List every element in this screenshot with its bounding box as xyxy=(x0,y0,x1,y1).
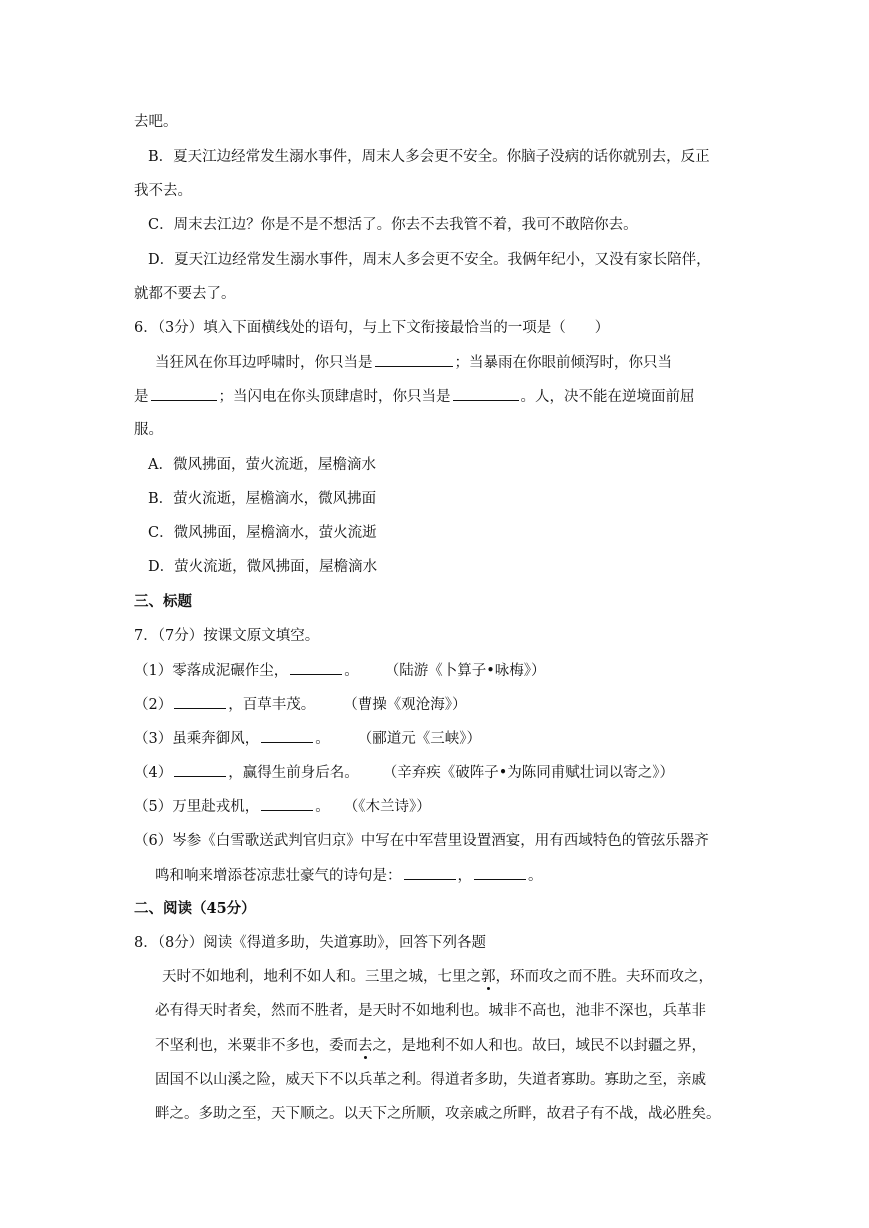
q7-text: ， xyxy=(457,868,472,884)
q7-item-6-line2 xyxy=(155,865,543,886)
q6-option-b: B．萤火流逝，屋檐滴水，微风拂面 xyxy=(148,491,377,507)
q7-text: （3）虽乘奔御风， xyxy=(134,731,260,747)
q7-source: （郦道元《三峡》） xyxy=(357,731,481,747)
q7-item-5 xyxy=(134,796,431,817)
q8-stem: 8．（8分）阅读《得道多助，失道寡助》，回答下列各题 xyxy=(134,935,486,951)
q6-passage-text: 。人，决不能在逆境面前屈 xyxy=(520,389,695,405)
fill-blank[interactable] xyxy=(474,865,526,880)
q5-option-d-line1: D．夏天江边经常发生溺水事件，周末人多会更不安全。我俩年纪小，又没有家长陪伴， xyxy=(148,252,711,268)
q7-text: （5）万里赴戎机， xyxy=(134,799,260,815)
q7-text: （2） xyxy=(134,697,173,713)
q6-passage-text: ；当闪电在你头顶肆虐时，你只当是 xyxy=(218,389,451,405)
q6-passage-line1 xyxy=(155,352,672,373)
fill-blank[interactable] xyxy=(174,762,226,777)
fill-blank[interactable] xyxy=(174,694,226,709)
q5-option-b-line1: B．夏天江边经常发生溺水事件，周末人多会更不安全。你脑子没病的话你就别去，反正 xyxy=(148,149,710,165)
q5-option-c: C．周末去江边？你是不是不想活了。你去不去我管不着，我可不敢陪你去。 xyxy=(148,217,638,233)
q8-passage-line3 xyxy=(155,1036,706,1056)
q8-passage-line4: 固国不以山溪之险，威天下不以兵革之利。得道者多助，失道者寡助。寡助之至，亲戚 xyxy=(155,1072,706,1088)
fill-blank[interactable] xyxy=(375,352,453,367)
q7-item-6-line1: （6）岑参《白雪歌送武判官归京》中写在中军营里设置酒宴，用有西域特色的管弦乐器齐 xyxy=(134,833,709,849)
fill-blank[interactable] xyxy=(151,386,217,401)
q5-option-d-line2: 就都不要去了。 xyxy=(134,286,236,302)
dotted-character: 去 xyxy=(358,1038,373,1054)
q6-option-a: A．微风拂面，萤火流逝，屋檐滴水 xyxy=(148,457,376,473)
q8-text: 之，是地利不如人和也。故曰，域民不以封疆之界， xyxy=(372,1038,706,1054)
q5-option-b-line2: 我不去。 xyxy=(134,183,192,199)
q7-text: 。 xyxy=(344,663,359,679)
q6-option-c: C．微风拂面，屋檐滴水，萤火流逝 xyxy=(148,525,377,541)
q6-stem: 6．（3分）填入下面横线处的语句，与上下文衔接最恰当的一项是（ ） xyxy=(134,320,610,336)
q7-text: 。 xyxy=(315,799,330,815)
q6-passage-line3: 服。 xyxy=(134,422,163,438)
q8-passage-line5: 畔之。多助之至，天下顺之。以天下之所顺，攻亲戚之所畔，故君子有不战，战必胜矣。 xyxy=(155,1106,721,1122)
dotted-character: 郭 xyxy=(481,969,496,985)
q7-text: 。 xyxy=(528,868,543,884)
q7-source: （辛弃疾《破阵子•为陈同甫赋壮词以寄之》） xyxy=(382,765,675,781)
q7-stem: 7．（7分）按课文原文填空。 xyxy=(134,628,320,644)
q7-text: ，百草丰茂。 xyxy=(228,697,316,713)
q5-option-a-tail: 去吧。 xyxy=(134,114,178,130)
q7-item-1 xyxy=(134,660,546,681)
fill-blank[interactable] xyxy=(261,728,313,743)
q7-text: 鸣和响来增添苍凉悲壮豪气的诗句是： xyxy=(155,868,402,884)
q8-passage-line1 xyxy=(162,967,713,987)
q6-passage-text: 当狂风在你耳边呼啸时，你只当是 xyxy=(155,355,373,371)
q7-text: （4） xyxy=(134,765,173,781)
q6-option-d: D．萤火流逝，微风拂面，屋檐滴水 xyxy=(148,559,378,575)
q6-passage-text: 是 xyxy=(134,389,149,405)
q8-passage-line2: 必有得天时者矣，然而不胜者，是天时不如地利也。城非不高也，池非不深也，兵革非 xyxy=(155,1003,706,1019)
q7-source: （陆游《卜算子•咏梅》） xyxy=(384,663,546,679)
fill-blank[interactable] xyxy=(404,865,456,880)
q6-passage-text: ；当暴雨在你眼前倾泻时，你只当 xyxy=(454,355,672,371)
q8-text: ，环而攻之而不胜。夫环而攻之， xyxy=(495,969,713,985)
fill-blank[interactable] xyxy=(290,660,342,675)
q7-text: 。 xyxy=(315,731,330,747)
q7-text: ，赢得生前身后名。 xyxy=(228,765,359,781)
fill-blank[interactable] xyxy=(261,796,313,811)
q8-text: 不坚利也，米粟非不多也，委而 xyxy=(155,1038,358,1054)
q6-passage-line2 xyxy=(134,386,695,407)
q7-item-4 xyxy=(134,762,674,783)
q7-source: （《木兰诗》） xyxy=(343,799,431,815)
fill-blank[interactable] xyxy=(453,386,519,401)
section-title: 二、阅读（45分） xyxy=(134,900,256,917)
q7-item-2 xyxy=(134,694,466,715)
q7-text: （1）零落成泥碾作尘， xyxy=(134,663,289,679)
q7-item-3 xyxy=(134,728,481,749)
section-title: 三、标题 xyxy=(134,593,192,610)
q7-source: （曹操《观沧海》） xyxy=(343,697,467,713)
q8-text: 天时不如地利，地利不如人和。三里之城，七里之 xyxy=(162,969,481,985)
